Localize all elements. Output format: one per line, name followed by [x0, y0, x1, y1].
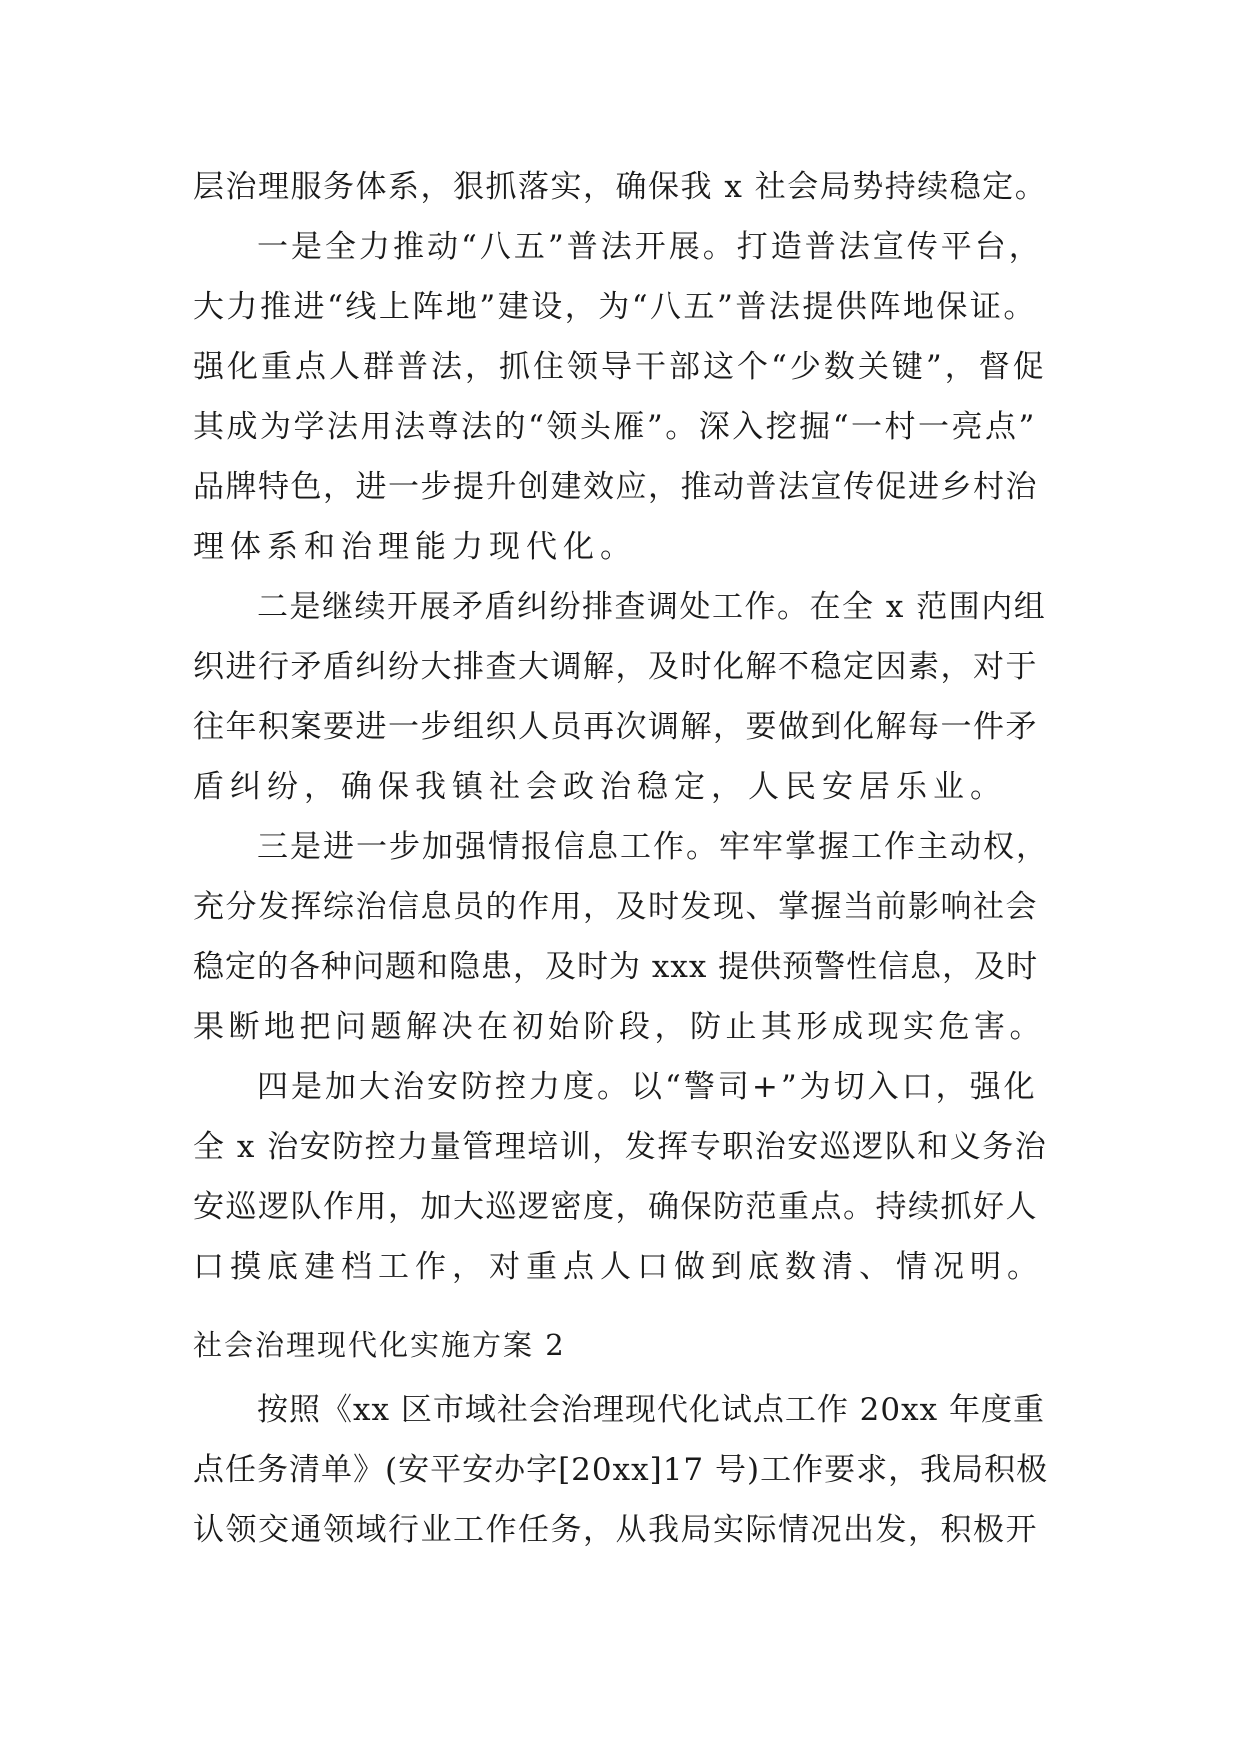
text-line-paragraph-start: 一是全力推动“八五”普法开展。打造普法宣传平台， — [257, 229, 1043, 265]
text-line: 充分发挥综治信息员的作用，及时发现、掌握当前影响社会 — [193, 889, 1038, 925]
body-text-part1 — [193, 157, 1049, 1297]
text-line: 稳定的各种问题和隐患，及时为 xxx 提供预警性信息，及时 — [193, 949, 1039, 985]
section-heading: 社会治理现代化实施方案 2 — [193, 1328, 566, 1362]
text-line: 全 x 治安防控力量管理培训，发挥专职治安巡逻队和义务治 — [193, 1129, 1048, 1165]
text-line: 往年积案要进一步组织人员再次调解，要做到化解每一件矛 — [193, 709, 1038, 745]
text-line: 层治理服务体系，狠抓落实，确保我 x 社会局势持续稳定。 — [193, 169, 1048, 205]
text-line: 品牌特色，进一步提升创建效应，推动普法宣传促进乡村治 — [193, 469, 1038, 505]
text-line: 大力推进“线上阵地”建设，为“八五”普法提供阵地保证。 — [193, 289, 1037, 325]
text-line-paragraph-start: 四是加大治安防控力度。以“警司+”为切入口，强化 — [257, 1069, 1038, 1105]
text-line-paragraph-start: 按照《xx 区市域社会治理现代化试点工作 20xx 年度重 — [257, 1392, 1045, 1428]
text-line: 安巡逻队作用，加大巡逻密度，确保防范重点。持续抓好人 — [193, 1189, 1038, 1225]
text-line: 强化重点人群普法，抓住领导干部这个“少数关键”，督促 — [193, 349, 1047, 385]
text-line: 理体系和治理能力现代化。 — [193, 529, 637, 565]
body-text-part2 — [193, 1380, 1049, 1560]
text-line-paragraph-start: 二是继续开展矛盾纠纷排查调处工作。在全 x 范围内组 — [257, 589, 1047, 625]
text-line: 盾纠纷，确保我镇社会政治稳定，人民安居乐业。 — [193, 769, 1007, 805]
text-line-paragraph-start: 三是进一步加强情报信息工作。牢牢掌握工作主动权， — [257, 829, 1049, 865]
text-line: 认领交通领域行业工作任务，从我局实际情况出发，积极开 — [193, 1512, 1038, 1548]
text-line: 织进行矛盾纠纷大排查大调解，及时化解不稳定因素，对于 — [193, 649, 1038, 685]
text-line: 点任务清单》(安平安办字[20xx]17 号)工作要求，我局积极 — [193, 1452, 1049, 1488]
text-line: 其成为学法用法尊法的“领头雁”。深入挖掘“一村一亮点” — [193, 409, 1037, 445]
text-line: 果断地把问题解决在初始阶段，防止其形成现实危害。 — [193, 1009, 1045, 1045]
text-line: 口摸底建档工作，对重点人口做到底数清、情况明。 — [193, 1249, 1044, 1285]
